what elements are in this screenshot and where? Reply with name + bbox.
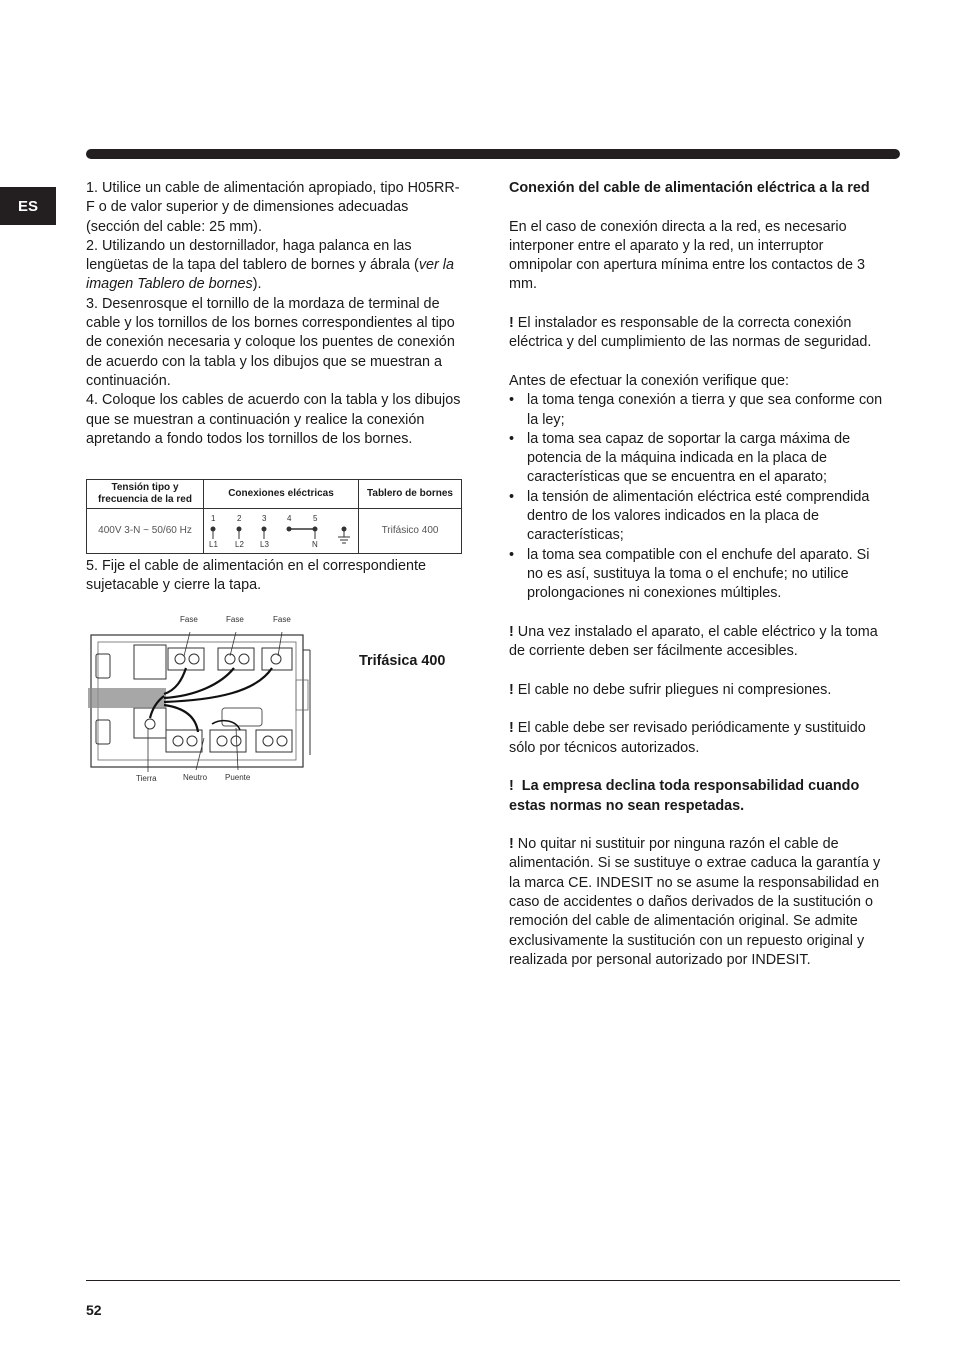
label-fase-2: Fase xyxy=(226,615,244,624)
cell-terminal: Trifásico 400 xyxy=(359,509,462,554)
step-3: 3. Desenrosque el tornillo de la mordaza de terminal de cable y los tornillos de los bornes correspondientes al tipo de conexión necesaria y coloque los puentes de conexión de acuerdo con la tabla y los dibujos que se muestran a continuación. xyxy=(86,295,455,389)
step-2-text: 2. Utilizando un destornillador, haga palanca en las lengüetas de la tapa del tablero de bornes y ábrala ( xyxy=(86,237,419,274)
figure-title: Trifásica 400 xyxy=(359,653,446,669)
connection-table xyxy=(86,479,462,554)
page-number: 52 xyxy=(86,1302,102,1318)
warning-liability xyxy=(509,777,889,816)
warning-bends xyxy=(509,681,889,700)
diagram-number-2: 2 xyxy=(237,514,242,523)
step-2-reference: ver la imagen Tablero de bornes xyxy=(86,257,455,293)
warning-liability-text: La empresa declina toda responsabilidad cuando estas normas no sean respetadas. xyxy=(509,778,860,814)
header-rule xyxy=(86,149,900,159)
language-tab: ES xyxy=(0,187,56,225)
table-header-row xyxy=(87,480,462,509)
warning-mark: ! xyxy=(509,778,514,795)
label-neutro: Neutro xyxy=(183,773,208,782)
cell-voltage: 400V 3-N ~ 50/60 Hz xyxy=(87,509,204,554)
diagram-number-1: 1 xyxy=(211,514,216,523)
warning-inspection xyxy=(509,719,889,758)
ground-icon xyxy=(338,529,350,543)
list-item: • la toma sea capaz de soportar la carga máxima de potencia de la máquina indicada en la placa de características que se encuentra en el aparato; xyxy=(509,430,889,488)
header-voltage: Tensión tipo y frecuencia de la red xyxy=(87,480,204,509)
step-5: 5. Fije el cable de alimentación en el correspondiente sujetacable y cierre la tapa. xyxy=(86,558,426,594)
diagram-number-5: 5 xyxy=(313,514,318,523)
list-item: • la toma sea compatible con el enchufe del aparato. Si no es así, sustituya la toma o el enchufe; no utilice prolongaciones ni conexiones múltiples. xyxy=(509,546,889,604)
warning-cable-replacement-text: No quitar ni sustituir por ninguna razón el cable de alimentación. Si se sustituye o extrae caduca la garantía y la marca CE. INDESIT no se asume la responsabilidad en caso de accidentes o daños derivados de la sustitución o remoción del cable de alimentación original. Se admite exclusivamente la sustitución con un repuesto original y realizada por personal autorizado por INDESIT. xyxy=(509,836,881,968)
footer-rule xyxy=(86,1280,900,1281)
warning-accessible xyxy=(509,623,889,662)
warning-accessible-text: Una vez instalado el aparato, el cable eléctrico y la toma de corriente deben ser fácilmente accesibles. xyxy=(509,623,878,660)
warning-mark: ! xyxy=(509,315,514,332)
installation-steps xyxy=(86,179,464,449)
warning-installer-text: El instalador es responsable de la correcta conexión eléctrica y del cumplimiento de las normas de seguridad. xyxy=(509,315,872,351)
step-2-end: ). xyxy=(252,276,262,293)
diagram-number-4: 4 xyxy=(287,514,292,523)
header-connections: Conexiones eléctricas xyxy=(204,480,359,509)
warning-installer xyxy=(509,314,889,353)
paragraph-direct-connection: En el caso de conexión directa a la red, es necesario interponer entre el aparato y la red, un interruptor omnipolar con apertura mínima entre los contactos de 3 mm. xyxy=(509,218,865,293)
warning-inspection-text: El cable debe ser revisado periódicamente y sustituido sólo por técnicos autorizados. xyxy=(509,720,866,756)
step-1: 1. Utilice un cable de alimentación apropiado, tipo H05RR-F o de valor superior y de dimensiones adecuadas (sección del cable: 25 mm). xyxy=(86,180,460,235)
checklist xyxy=(509,391,889,603)
label-fase-1: Fase xyxy=(180,615,198,624)
diagram-label-l3: L3 xyxy=(260,540,269,549)
warning-bends-text: El cable no debe sufrir pliegues ni compresiones. xyxy=(517,681,832,698)
header-terminal: Tablero de bornes xyxy=(359,480,462,509)
label-fase-3: Fase xyxy=(273,615,291,624)
warning-cable-replacement xyxy=(509,835,889,970)
warning-mark: ! xyxy=(509,681,514,698)
list-item: • la tensión de alimentación eléctrica esté comprendida dentro de los valores indicados en la placa de características; xyxy=(509,488,889,546)
list-item: • la toma tenga conexión a tierra y que sea conforme con la ley; xyxy=(509,391,889,430)
diagram-label-n: N xyxy=(312,540,318,549)
power-connection-section xyxy=(509,179,889,970)
section-heading: Conexión del cable de alimentación eléctrica a la red xyxy=(509,180,870,196)
warning-mark: ! xyxy=(509,720,514,737)
diagram-label-l1: L1 xyxy=(209,540,218,549)
label-tierra: Tierra xyxy=(136,774,157,783)
step-2 xyxy=(86,237,464,295)
connection-diagram xyxy=(206,509,356,549)
table-row xyxy=(87,509,462,554)
diagram-label-l2: L2 xyxy=(235,540,244,549)
warning-mark: ! xyxy=(509,623,514,640)
step-4: 4. Coloque los cables de acuerdo con la tabla y los dibujos que se muestran a continuación y realice la conexión apretando a fondo todos los tornillos de los bornes. xyxy=(86,392,461,447)
cell-connection-diagram xyxy=(204,509,359,554)
diagram-number-3: 3 xyxy=(262,514,267,523)
warning-mark: ! xyxy=(509,836,514,853)
paragraph-verify: Antes de efectuar la conexión verifique que: xyxy=(509,372,789,389)
label-puente: Puente xyxy=(225,773,251,782)
terminal-board-figure xyxy=(86,610,326,790)
